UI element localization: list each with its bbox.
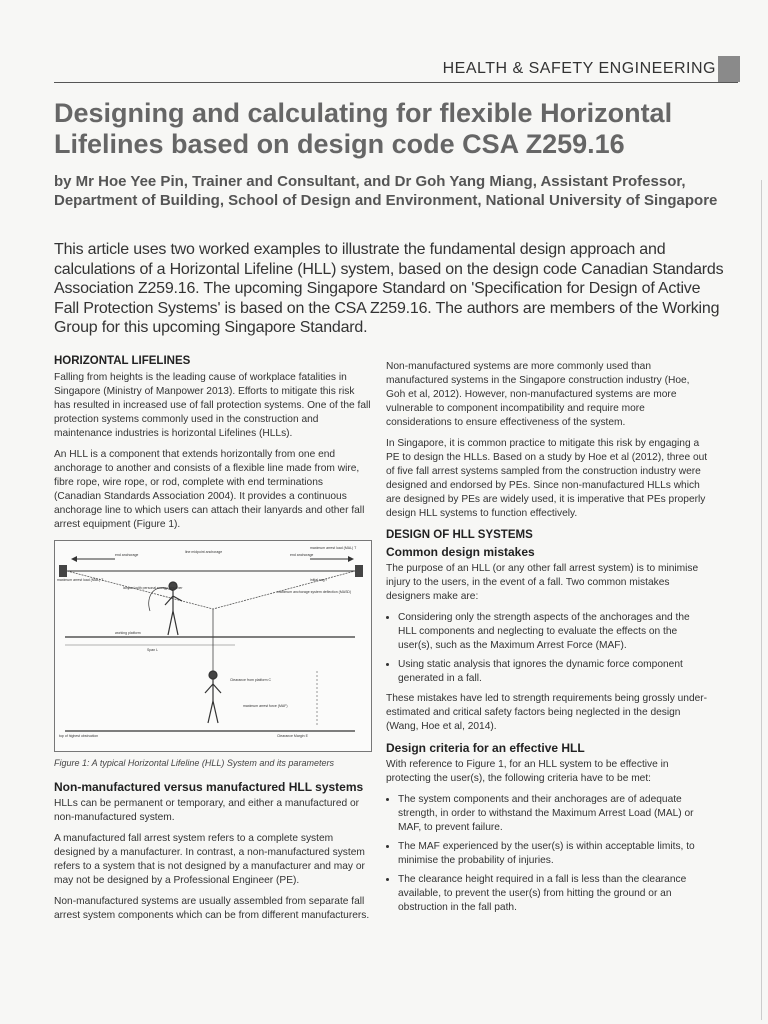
article-byline: by Mr Hoe Yee Pin, Trainer and Consultant, and Dr Goh Yang Miang, Assistant Professor, Department of Building, School of Design and Environment, National University of Singapore: [54, 173, 718, 209]
paragraph: An HLL is a component that extends horizontally from one end anchorage to another and consists of a flexible line made from wire, fibre rope, wire rope, or rod, complete with end terminations (Canadian Standards Association 2004). It provides a continuous anchorage line to which users can attach their lanyards and other fall arrest equipment (Figure 1).: [54, 449, 365, 530]
figure-1-diagram: [54, 540, 372, 752]
heading-horizontal-lifelines: HORIZONTAL LIFELINES: [54, 355, 191, 367]
paragraph: Non-manufactured systems are usually assembled from separate fall arrest system components which can be from different manufacturers.: [54, 896, 370, 921]
label-end-anchorage-right: end anchorage: [290, 553, 314, 557]
heading-design-of-hll: DESIGN OF HLL SYSTEMS: [386, 529, 533, 541]
label-clearance: Clearance from platform C: [230, 678, 272, 682]
label-end-anchorage-left: end anchorage: [115, 553, 139, 557]
worker-falling-icon: [205, 671, 221, 723]
paragraph: A manufactured fall arrest system refers to a complete system designed by a manufacturer. In contrast, a non-manufactured system refers to a system that is not designed by a manufacturer and may or may not be designed by a Professional Engineer (PE).: [54, 833, 365, 886]
heading-design-criteria: Design criteria for an effective HLL: [386, 741, 585, 755]
header-rule: [54, 82, 738, 83]
label-lowest-obstruction: top of highest obstruction: [59, 734, 99, 738]
figure-caption: Figure 1: A typical Horizontal Lifeline (HLL) System and its parameters: [54, 758, 334, 768]
list-item: • Using static analysis that ignores the dynamic force component generated in a fall.: [398, 658, 710, 686]
label-mal-left: maximum arrest load (MAL) T: [57, 578, 104, 582]
paragraph: The purpose of an HLL (or any other fall arrest system) is to minimise injury to the users, in the event of a fall. Two common mistakes designers make are:: [386, 563, 699, 602]
label-mal-right: maximum arrest load (MAL) T: [310, 546, 357, 550]
page-edge-line: [761, 180, 762, 1020]
paragraph: Falling from heights is the leading cause of workplace fatalities in Singapore (Ministry of Manpower 2013). Efforts to mitigate this risk has resulted in increased use of fall protection systems. One of the fall protection systems commonly used in the construction and maintenance industries is horizontal Lifelines (HLLs).: [54, 372, 371, 439]
article-intro: This article uses two worked examples to illustrate the fundamental design approach and calculations of a Horizontal Lifeline (HLL) system, based on the design code Canadian Standards Association Z259.16. The upcoming Singapore Standard on 'Specification for Design of Active Fall Protection Systems' is based on the CSA Z259.16. The authors are members of the Working Group for this upcoming Singapore Standard.: [54, 241, 724, 336]
end-anchorage-left-icon: [59, 565, 67, 577]
label-lanyard: lanyard with personal energy absorber: [123, 586, 183, 590]
paragraph: In Singapore, it is common practice to mitigate this risk by engaging a PE to design the HLLs. Based on a study by Hoe et al (2012), three out of five fall arrest systems sampled from the construction industry were designed and endorsed by PEs. Since non-manufactured HLLs which are designed by PEs are widely used, it is imperative that PEs properly design HLL systems to function effectively.: [386, 438, 708, 519]
paragraph: These mistakes have led to strength requirements being grossly under-estimated and critical safety factors being neglected in the design (Wang, Hoe et al, 2014).: [386, 693, 708, 732]
section-label: HEALTH & SAFETY ENGINEERING: [442, 60, 716, 77]
label-system-deflection: maximum anchorage system deflection (MASD): [277, 590, 352, 594]
label-clearance-margin: Clearance Margin E: [277, 734, 308, 738]
heading-manufactured: Non-manufactured versus manufactured HLL systems: [54, 780, 364, 794]
paragraph: With reference to Figure 1, for an HLL system to be effective in protecting the user(s), the following criteria have to be met:: [386, 759, 669, 784]
label-span: Span L: [147, 648, 159, 652]
criteria-list: [386, 793, 710, 915]
heading-common-mistakes: Common design mistakes: [386, 545, 535, 559]
article-title: Designing and calculating for flexible Horizontal Lifelines based on design code CSA Z259.16: [54, 98, 673, 159]
list-item: • The MAF experienced by the user(s) is within acceptable limits, to minimise the probability of injuries.: [398, 840, 710, 868]
mistakes-list: [386, 611, 710, 686]
end-anchorage-right-icon: [355, 565, 363, 577]
label-working-platform: working platform: [115, 631, 141, 635]
arrow-head-right-icon: [348, 556, 354, 562]
right-column: [386, 360, 710, 921]
arrow-head-left-icon: [71, 556, 77, 562]
label-max-arrest-force: maximum arrest force (MAF): [243, 704, 288, 708]
paragraph: HLLs can be permanent or temporary, and either a manufactured or non-manufactured system.: [54, 798, 360, 823]
corner-marker: [718, 56, 740, 82]
paragraph: Non-manufactured systems are more commonly used than manufactured systems in the Singapore construction industry (Hoe, Goh et al, 2012). However, non-manufactured systems are more vulnerable to component incompatibility and require more considerations to ensure effectiveness of the system.: [386, 361, 690, 428]
list-item: • Considering only the strength aspects of the anchorages and the HLL components and neglecting to evaluate the effects on the user(s), such as the Maximum Arrest Force (MAF).: [398, 611, 710, 653]
left-column: [54, 354, 372, 930]
hll-diagram: [55, 541, 371, 751]
label-line-midpoint: line midpoint anchorage: [185, 550, 223, 554]
list-item: • The clearance height required in a fall is less than the clearance available, to prevent the user(s) from hitting the ground or an obstruction in the fall path.: [398, 873, 710, 915]
list-item: • The system components and their anchorages are of adequate strength, in order to withstand the Maximum Arrest Load (MAL) or MAF, to prevent failure.: [398, 793, 710, 835]
label-initial-sag: initial sag f: [310, 578, 327, 582]
